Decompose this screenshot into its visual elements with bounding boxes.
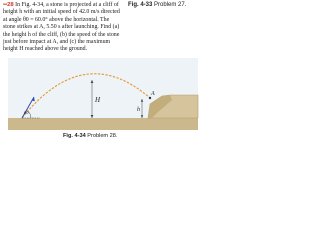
launch-angle-label: θ0 [24, 110, 29, 115]
figure-reference-problem: Problem 27. [154, 2, 187, 8]
caption-label: Fig. 4-34 [63, 133, 86, 139]
projectile-figure [0, 0, 200, 145]
problem-number: ••28 [3, 2, 14, 8]
impact-label: A [151, 91, 155, 97]
caption-problem: Problem 28. [87, 133, 118, 139]
problem-statement: In Fig. 4-34, a stone is projected at a cliff of height h with an initial speed of 42.0 m/s directed at angle θ0 = 60.0° above the horizontal. The stone strikes at A, 5.50 s after launching. Find (a) the height h of the cliff, (b) the speed of the stone just before impact at A, and (c) the maximum height H reached above the ground. [3, 2, 120, 53]
max-height-label: H [95, 96, 101, 104]
cliff-height-label: h [137, 107, 140, 113]
impact-point [149, 97, 151, 99]
figure-reference-label: Fig. 4-33 [128, 2, 153, 8]
ground [8, 118, 198, 130]
figure-caption [63, 133, 163, 139]
